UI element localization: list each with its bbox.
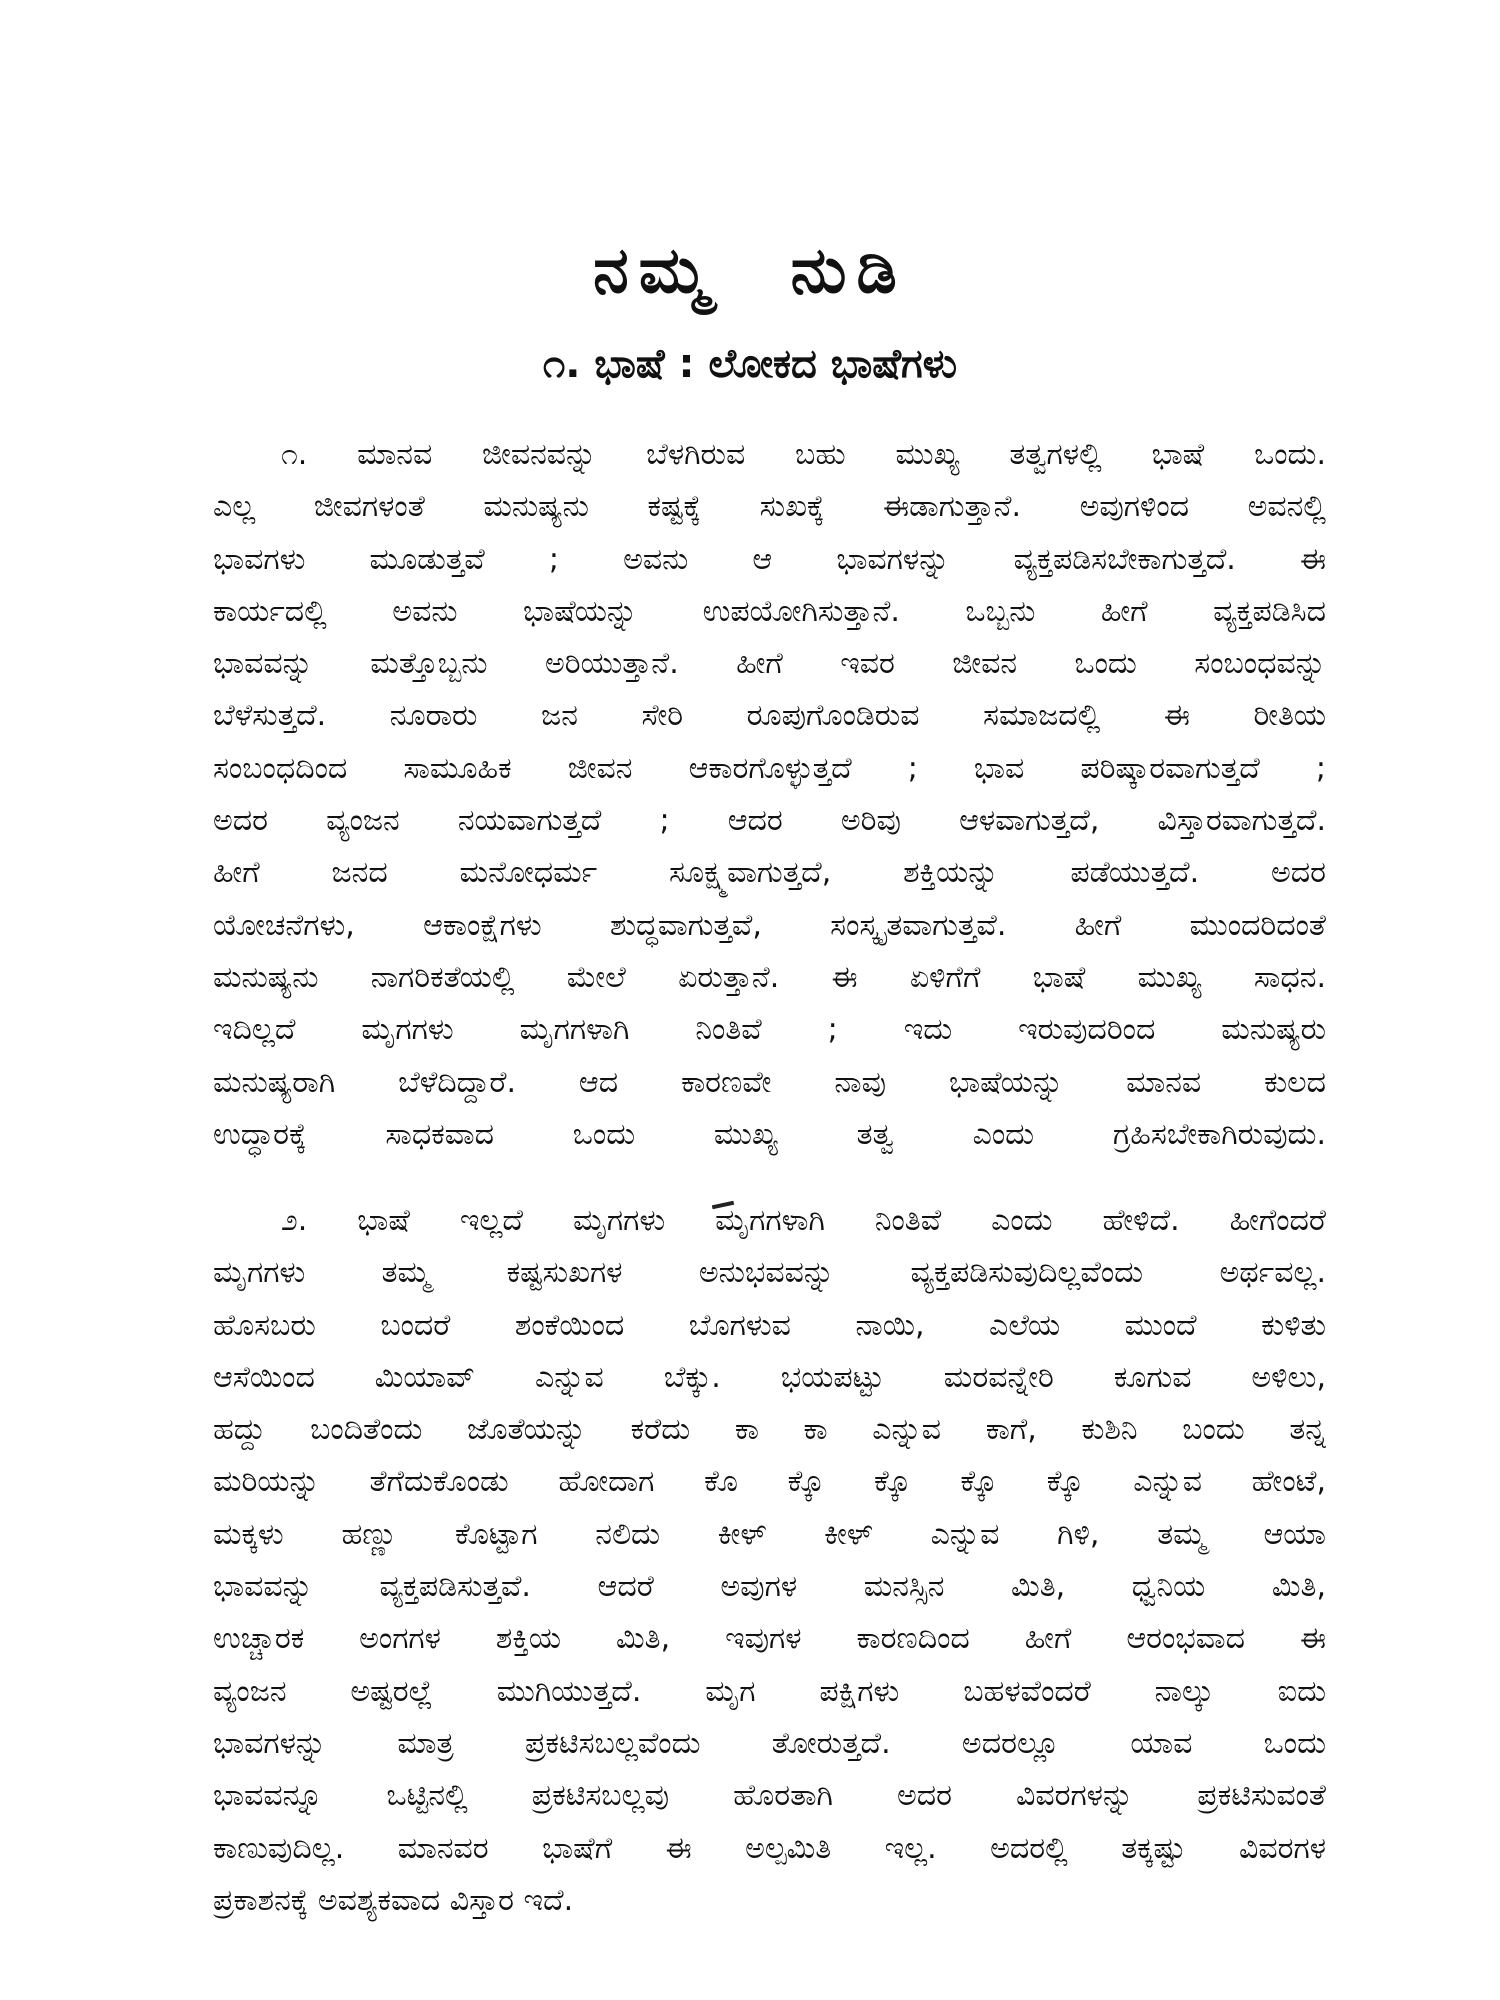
- text-line: ಯೋಚನೆಗಳು, ಆಕಾಂಕ್ಷೆಗಳು ಶುದ್ಧವಾಗುತ್ತವೆ, ಸಂಸ್ಕೃತವಾಗುತ್ತವೆ. ಹೀಗೆ ಮುಂದರಿದಂತೆ: [213, 907, 1326, 943]
- text-line: ೧. ಮಾನವ ಜೀವನವನ್ನು ಬೆಳಗಿರುವ ಬಹು ಮುಖ್ಯ ತತ್ವಗಳಲ್ಲಿ ಭಾಷೆ ಒಂದು.: [281, 437, 1326, 472]
- text-line: ಉಚ್ಚಾರಕ ಅಂಗಗಳ ಶಕ್ತಿಯ ಮಿತಿ, ಇವುಗಳ ಕಾರಣದಿಂದ ಹೀಗೆ ಆರಂಭವಾದ ಈ: [213, 1621, 1326, 1657]
- page-title: ನಮ್ಮ ನುಡಿ: [593, 234, 907, 308]
- text-line: ಮನುಷ್ಯರಾಗಿ ಬೆಳೆದಿದ್ದಾರೆ. ಆದ ಕಾರಣವೇ ನಾವು ಭಾಷೆಯನ್ನು ಮಾನವ ಕುಲದ: [213, 1064, 1326, 1100]
- text-line: ಭಾವವನ್ನು ಮತ್ತೊಬ್ಬನು ಅರಿಯುತ್ತಾನೆ. ಹೀಗೆ ಇವರ ಜೀವನ ಒಂದು ಸಂಬಂಧವನ್ನು: [213, 646, 1326, 682]
- text-line: ಇದಿಲ್ಲದೆ ಮೃಗಗಳು ಮೃಗಗಳಾಗಿ ನಿಂತಿವೆ ; ಇದು ಇರುವುದರಿಂದ ಮನುಷ್ಯರು: [213, 1012, 1326, 1048]
- chapter-subtitle: ೧. ಭಾಷೆ : ಲೋಕದ ಭಾಷೆಗಳು: [542, 341, 958, 387]
- text-line: ಅದರ ವ್ಯಂಜನ ನಯವಾಗುತ್ತದೆ ; ಆದರ ಅರಿವು ಆಳವಾಗುತ್ತದೆ, ವಿಸ್ತಾರವಾಗುತ್ತದೆ.: [213, 803, 1326, 839]
- text-line: ಮೃಗಗಳು ತಮ್ಮ ಕಷ್ಟಸುಖಗಳ ಅನುಭವವನ್ನು ವ್ಯಕ್ತಪಡಿಸುವುದಿಲ್ಲವೆಂದು ಅರ್ಥವಲ್ಲ.: [213, 1255, 1326, 1291]
- text-line: ಮಕ್ಕಳು ಹಣ್ಣು ಕೊಟ್ಟಾಗ ನಲಿದು ಕೀಳ್ ಕೀಳ್ ಎನ್ನುವ ಗಿಳಿ, ತಮ್ಮ ಆಯಾ: [213, 1516, 1326, 1552]
- text-line: ಭಾವಗಳನ್ನು ಮಾತ್ರ ಪ್ರಕಟಿಸಬಲ್ಲವೆಂದು ತೋರುತ್ತದೆ. ಅದರಲ್ಲೂ ಯಾವ ಒಂದು: [213, 1725, 1326, 1761]
- text-line: ಹೊಸಬರು ಬಂದರೆ ಶಂಕೆಯಿಂದ ಬೊಗಳುವ ನಾಯಿ, ಎಲೆಯ ಮುಂದೆ ಕುಳಿತು: [213, 1307, 1326, 1343]
- text-line: ಭಾವವನ್ನೂ ಒಟ್ಟಿನಲ್ಲಿ ಪ್ರಕಟಿಸಬಲ್ಲವು ಹೊರತಾಗಿ ಅದರ ವಿವರಗಳನ್ನು ಪ್ರಕಟಿಸುವಂತೆ: [213, 1778, 1326, 1814]
- text-line: ಬೆಳೆಸುತ್ತದೆ. ನೂರಾರು ಜನ ಸೇರಿ ರೂಪುಗೊಂಡಿರುವ ಸಮಾಜದಲ್ಲಿ ಈ ರೀತಿಯ: [213, 698, 1326, 734]
- text-line: ಎಲ್ಲ ಜೀವಗಳಂತೆ ಮನುಷ್ಯನು ಕಷ್ಟಕ್ಕೆ ಸುಖಕ್ಕೆ ಈಡಾಗುತ್ತಾನೆ. ಅವುಗಳಿಂದ ಅವನಲ್ಲಿ: [213, 489, 1326, 525]
- text-line: ಭಾವವನ್ನು ವ್ಯಕ್ತಪಡಿಸುತ್ತವೆ. ಆದರೆ ಅವುಗಳ ಮನಸ್ಸಿನ ಮಿತಿ, ಧ್ವನಿಯ ಮಿತಿ,: [213, 1569, 1326, 1605]
- paragraph-2: [213, 1195, 1326, 1927]
- text-line: ೨. ಭಾಷೆ ಇಲ್ಲದೆ ಮೃಗಗಳು ಮೃಗಗಳಾಗಿ ನಿಂತಿವೆ ಎಂದು ಹೇಳಿದೆ. ಹೀಗೆಂದರೆ: [281, 1203, 1326, 1238]
- text-line: ಸಂಬಂಧದಿಂದ ಸಾಮೂಹಿಕ ಜೀವನ ಆಕಾರಗೊಳ್ಳುತ್ತದೆ ; ಭಾವ ಪರಿಷ್ಕಾರವಾಗುತ್ತದೆ ;: [213, 750, 1326, 786]
- text-line: ಮರಿಯನ್ನು ತೆಗೆದುಕೊಂಡು ಹೋದಾಗ ಕೊ ಕ್ಕೊ ಕ್ಕೊ ಕ್ಕೊ ಕ್ಕೊ ಎನ್ನುವ ಹೇಂಟೆ,: [213, 1464, 1326, 1500]
- text-line: ಕಾಣುವುದಿಲ್ಲ. ಮಾನವರ ಭಾಷೆಗೆ ಈ ಅಲ್ಪಮಿತಿ ಇಲ್ಲ. ಅದರಲ್ಲಿ ತಕ್ಕಷ್ಟು ವಿವರಗಳ: [213, 1830, 1326, 1866]
- text-line: ಉದ್ಧಾರಕ್ಕೆ ಸಾಧಕವಾದ ಒಂದು ಮುಖ್ಯ ತತ್ವ ಎಂದು ಗ್ರಹಿಸಬೇಕಾಗಿರುವುದು.: [213, 1116, 1326, 1152]
- text-line: ಆಸೆಯಿಂದ ಮಿಯಾವ್ ಎನ್ನುವ ಬೆಕ್ಕು. ಭಯಪಟ್ಟು ಮರವನ್ನೇರಿ ಕೂಗುವ ಅಳಿಲು,: [213, 1359, 1326, 1395]
- text-line: ವ್ಯಂಜನ ಅಷ್ಟರಲ್ಲೆ ಮುಗಿಯುತ್ತದೆ. ಮೃಗ ಪಕ್ಷಿಗಳು ಬಹಳವೆಂದರೆ ನಾಲ್ಕು ಐದು: [213, 1673, 1326, 1709]
- text-line: ಕಾರ್ಯದಲ್ಲಿ ಅವನು ಭಾಷೆಯನ್ನು ಉಪಯೋಗಿಸುತ್ತಾನೆ. ಒಬ್ಬನು ಹೀಗೆ ವ್ಯಕ್ತಪಡಿಸಿದ: [213, 593, 1326, 629]
- text-line: ಹೀಗೆ ಜನದ ಮನೋಧರ್ಮ ಸೂಕ್ಷ್ಮವಾಗುತ್ತದೆ, ಶಕ್ತಿಯನ್ನು ಪಡೆಯುತ್ತದೆ. ಅದರ: [213, 855, 1326, 891]
- text-line: ಭಾವಗಳು ಮೂಡುತ್ತವೆ ; ಅವನು ಆ ಭಾವಗಳನ್ನು ವ್ಯಕ್ತಪಡಿಸಬೇಕಾಗುತ್ತದೆ. ಈ: [213, 541, 1326, 577]
- text-line: ಹದ್ದು ಬಂದಿತೆಂದು ಜೊತೆಯನ್ನು ಕರೆದು ಕಾ ಕಾ ಎನ್ನುವ ಕಾಗೆ, ಕುಶಿನಿ ಬಂದು ತನ್ನ: [213, 1412, 1326, 1448]
- text-line: ಮನುಷ್ಯನು ನಾಗರಿಕತೆಯಲ್ಲಿ ಮೇಲೆ ಏರುತ್ತಾನೆ. ಈ ಏಳಿಗೆಗೆ ಭಾಷೆ ಮುಖ್ಯ ಸಾಧನ.: [213, 959, 1326, 995]
- text-line: ಪ್ರಕಾಶನಕ್ಕೆ ಅವಶ್ಯಕವಾದ ವಿಸ್ತಾರ ಇದೆ.: [213, 1882, 574, 1918]
- paragraph-1: [213, 429, 1326, 1161]
